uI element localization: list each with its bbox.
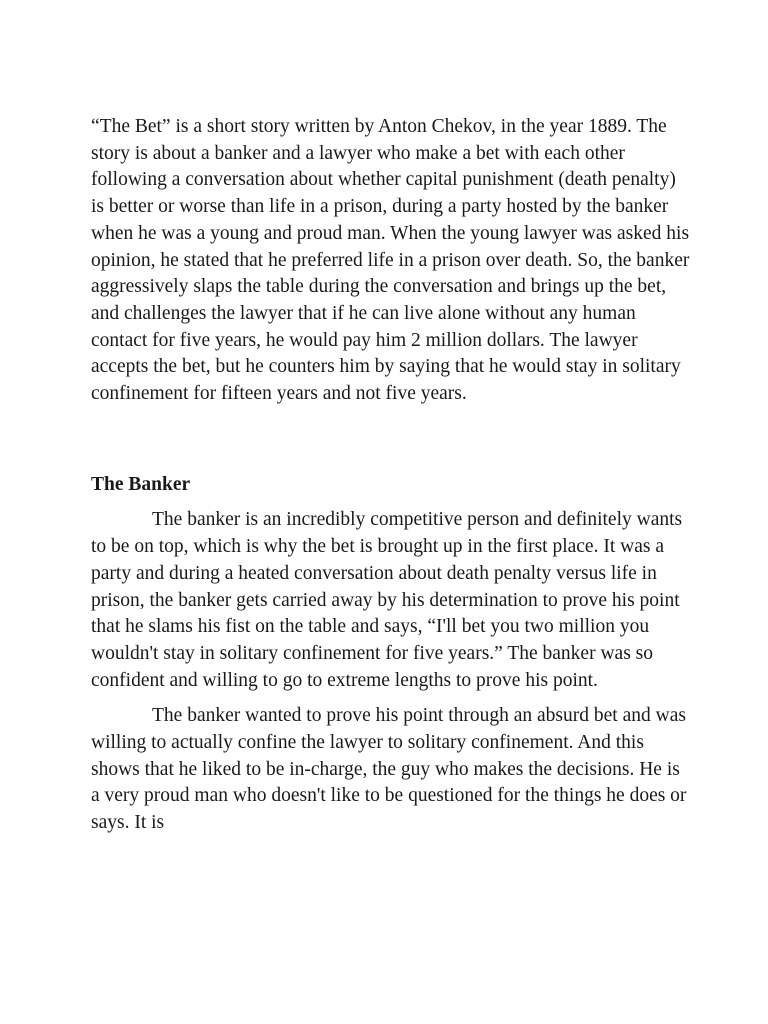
intro-paragraph: “The Bet” is a short story written by Anton Chekov, in the year 1889. The story is about a banker and a lawyer who make a bet with each other following a conversation about whether capital punishment (death penalty) is better or worse than life in a prison, during a party hosted by the banker when he was a young and proud man. When the young lawyer was asked his opinion, he stated that he preferred life in a prison over death. So, the banker aggressively slaps the table during the conversation and brings up the bet, and challenges the lawyer that if he can live alone without any human contact for five years, he would pay him 2 million dollars. The lawyer accepts the bet, but he counters him by saying that he would stay in solitary confinement for fifteen years and not five years. [91, 116, 690, 405]
body-paragraph: The banker is an incredibly competitive person and definitely wants to be on top, which is why the bet is brought up in the first place. It was a party and during a heated conversation about death penalty versus life in prison, the banker gets carried away by his determination to prove his point that he slams his fist on the table and says, “I'll bet you two million you wouldn't stay in solitary confinement for five years.” The banker was so confident and willing to go to extreme lengths to prove his point. [91, 509, 683, 691]
section-heading: The Banker [91, 473, 191, 495]
document-body [91, 114, 691, 837]
body-paragraph: The banker wanted to prove his point through an absurd bet and was willing to actually confine the lawyer to solitary confinement. And this shows that he liked to be in-charge, the guy who makes the decisions. He is a very proud man who doesn't like to be questioned for the things he does or says. It is [91, 705, 687, 834]
